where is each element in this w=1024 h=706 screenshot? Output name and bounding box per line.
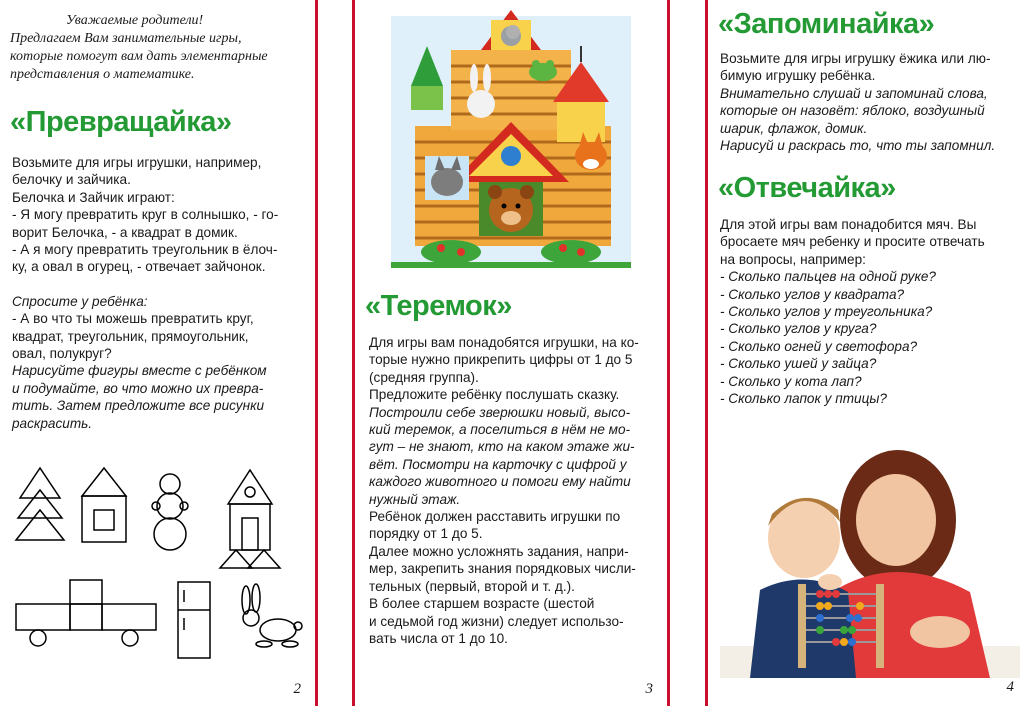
body-line: порядку от 1 до 5. xyxy=(369,526,483,542)
italic-line: каждого животного и помоги ему найти xyxy=(369,474,631,490)
question-line: - Сколько у кота лап? xyxy=(720,373,862,389)
body-line: Белочка и Зайчик играют: xyxy=(12,189,175,205)
body-line: Ребёнок должен расставить игрушки по xyxy=(369,509,621,525)
section-title-zapominaika: «Запоминайка» xyxy=(718,8,935,40)
intro-block xyxy=(10,12,310,84)
section-body xyxy=(720,216,1024,407)
body-line: В более старшем возрасте (шестой xyxy=(369,596,595,612)
section-body xyxy=(720,50,1024,154)
section-title-otvechaika: «Отвечайка» xyxy=(718,172,896,204)
body-line: Далее можно усложнять задания, напри- xyxy=(369,543,629,559)
page-3-panel xyxy=(352,0,670,706)
italic-line: шарик, флажок, домик. xyxy=(720,120,868,136)
body-line: Для этой игры вам понадобится мяч. Вы xyxy=(720,217,977,232)
italic-line: кий теремок, а поселиться в нём не мо- xyxy=(369,422,631,438)
body-line: ворит Белочка, - а квадрат в домик. xyxy=(12,224,238,240)
question-line: - Сколько пальцев на одной руке? xyxy=(720,269,936,285)
italic-line: Построили себе зверюшки новый, высо- xyxy=(369,404,631,420)
italic-line: Внимательно слушай и запоминай слова, xyxy=(720,85,988,101)
italic-line: раскрасить. xyxy=(12,415,93,431)
body-line: - А я могу превратить треугольник в ёлоч- xyxy=(12,242,278,258)
shape-drawings xyxy=(8,460,308,680)
page-number: 3 xyxy=(645,681,653,697)
question-line: - Сколько углов у круга? xyxy=(720,321,877,337)
page-2-panel xyxy=(0,0,318,706)
rabbit-drawing xyxy=(242,584,302,647)
italic-line: Нарисуй и раскрась то, что ты запомнил. xyxy=(720,138,996,154)
italic-line: гут – не знают, кто на каком этаже жи- xyxy=(369,439,635,455)
intro-line: Уважаемые родители! xyxy=(66,13,204,28)
question-line: - Сколько углов у квадрата? xyxy=(720,286,905,302)
question-line: - Сколько ушей у зайца? xyxy=(720,356,877,372)
question-line: - Сколько углов у треугольника? xyxy=(720,304,933,320)
ask-line: Спросите у ребёнка: xyxy=(12,293,148,309)
italic-line: вёт. Посмотри на карточку с цифрой у xyxy=(369,456,627,472)
body-line: тельных (первый, второй и т. д.). xyxy=(369,578,575,594)
page-number: 2 xyxy=(293,681,301,697)
body-line: - А во что ты можешь превратить круг, xyxy=(12,311,254,327)
body-line: бросаете мяч ребенку и просите отвечать xyxy=(720,234,985,250)
fir-tree-drawing xyxy=(16,468,64,540)
section-title-prevrashchaika: «Превращайка» xyxy=(10,106,232,138)
italic-line: нужный этаж. xyxy=(369,491,461,507)
body-line: Предложите ребёнку послушать сказку. xyxy=(369,387,620,403)
body-line: бимую игрушку ребёнка. xyxy=(720,68,876,84)
italic-line: Нарисуйте фигуры вместе с ребёнком xyxy=(12,363,267,379)
teremok-illustration xyxy=(381,6,641,278)
body-line: Возьмите для игры игрушку ёжика или лю- xyxy=(720,51,991,66)
tower-drawing xyxy=(220,470,280,568)
intro-line: представления о математике. xyxy=(10,67,195,82)
question-line: - Сколько лапок у птицы? xyxy=(720,391,887,407)
section-title-teremok: «Теремок» xyxy=(365,290,512,322)
section-body xyxy=(369,334,669,647)
section-body xyxy=(12,154,312,432)
body-line: - Я могу превратить круг в солнышко, - го- xyxy=(12,207,279,223)
house-drawing xyxy=(82,468,126,542)
page-4-panel xyxy=(705,0,1024,706)
body-line: овал, полукруг? xyxy=(12,346,112,362)
body-line: Для игры вам понадобятся игрушки, на ко- xyxy=(369,335,639,350)
mother-child-abacus-photo xyxy=(720,422,1020,678)
body-line: мер, закрепить знания порядковых числи- xyxy=(369,561,636,577)
italic-line: тить. Затем предложите все рисунки xyxy=(12,398,265,414)
body-line: квадрат, треугольник, прямоугольник, xyxy=(12,328,249,344)
body-line: на вопросы, например: xyxy=(720,251,866,267)
body-line: (средняя группа). xyxy=(369,369,479,385)
intro-line: Предлагаем Вам занимательные игры, xyxy=(10,31,242,46)
body-line: ку, а овал в огурец, - отвечает зайчонок. xyxy=(12,259,266,275)
body-line: белочку и зайчика. xyxy=(12,172,131,188)
body-line: вать числа от 1 до 10. xyxy=(369,630,508,646)
body-line: торые нужно прикрепить цифры от 1 до 5 xyxy=(369,352,633,368)
body-line: и седьмой год жизни) следует использо- xyxy=(369,613,624,629)
page-number: 4 xyxy=(1006,679,1014,695)
body-line: Возьмите для игры игрушки, например, xyxy=(12,155,262,170)
truck-drawing xyxy=(16,580,156,646)
fridge-drawing xyxy=(178,582,210,658)
snowman-drawing xyxy=(152,474,188,550)
italic-line: и подумайте, во что можно их превра- xyxy=(12,380,264,396)
italic-line: которые он назовёт: яблоко, воздушный xyxy=(720,103,985,119)
question-line: - Сколько огней у светофора? xyxy=(720,338,918,354)
intro-line: которые помогут вам дать элементарные xyxy=(10,49,268,64)
